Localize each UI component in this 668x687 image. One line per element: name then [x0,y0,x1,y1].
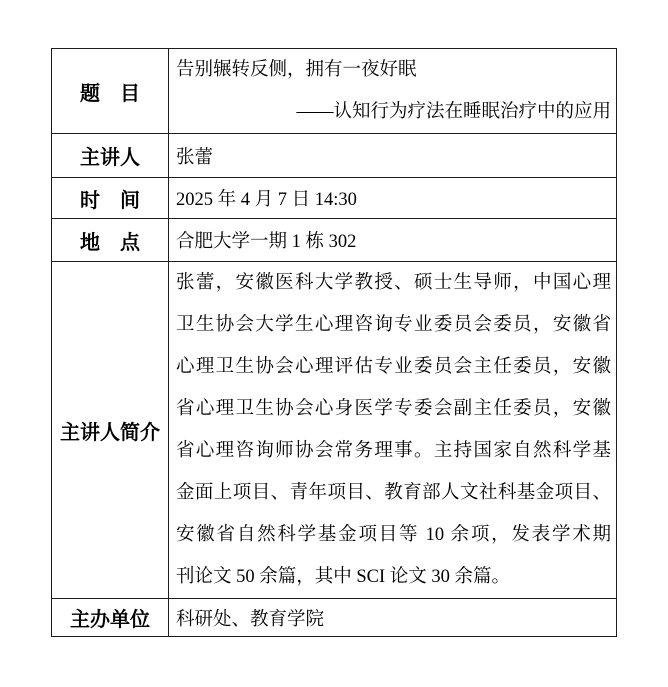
speaker-row-label: 主讲人 [52,134,169,177]
table-row-organizer [52,598,616,636]
table-row-place [52,218,616,261]
time-row-label: 时 间 [52,178,169,218]
speaker-row-value: 张蕾 [176,147,214,168]
table-row-title [52,49,616,133]
place-row-value: 合肥大学一期 1 栋 302 [176,232,357,252]
bio-line-5: 省心理咨询师协会常务理事。主持国家自然科学基 [176,441,611,461]
table-row-speaker [52,133,616,177]
title-row-value [169,49,616,133]
title-line-1: 告别辗转反侧，拥有一夜好眠 [176,60,417,80]
lecture-info-table [51,48,617,637]
bio-line-2: 卫生协会大学生心理咨询专业委员会委员，安徽省 [176,315,611,335]
bio-row-label: 主讲人简介 [52,262,169,598]
bio-line-1: 张蕾，安徽医科大学教授、硕士生导师，中国心理 [176,273,611,293]
title-row-label: 题 目 [52,49,169,133]
place-row-label: 地 点 [52,219,169,261]
bio-line-6: 金面上项目、青年项目、教育部人文社科基金项目、 [176,483,611,503]
time-row-value: 2025 年 4 月 7 日 14:30 [176,190,357,210]
organizer-row-label: 主办单位 [52,599,169,636]
bio-line-4: 省心理卫生协会心身医学专委会副主任委员，安徽 [176,399,611,419]
table-row-time [52,177,616,218]
bio-line-7: 安徽省自然科学基金项目等 10 余项，发表学术期 [176,525,611,545]
title-line-2: ——认知行为疗法在睡眠治疗中的应用 [296,102,611,122]
table-row-bio [52,261,616,598]
bio-line-3: 心理卫生协会心理评估专业委员会主任委员，安徽 [176,357,611,377]
bio-row-value [169,262,616,598]
bio-line-8: 刊论文 50 余篇，其中 SCI 论文 30 余篇。 [176,567,511,587]
organizer-row-value: 科研处、教育学院 [176,609,325,630]
